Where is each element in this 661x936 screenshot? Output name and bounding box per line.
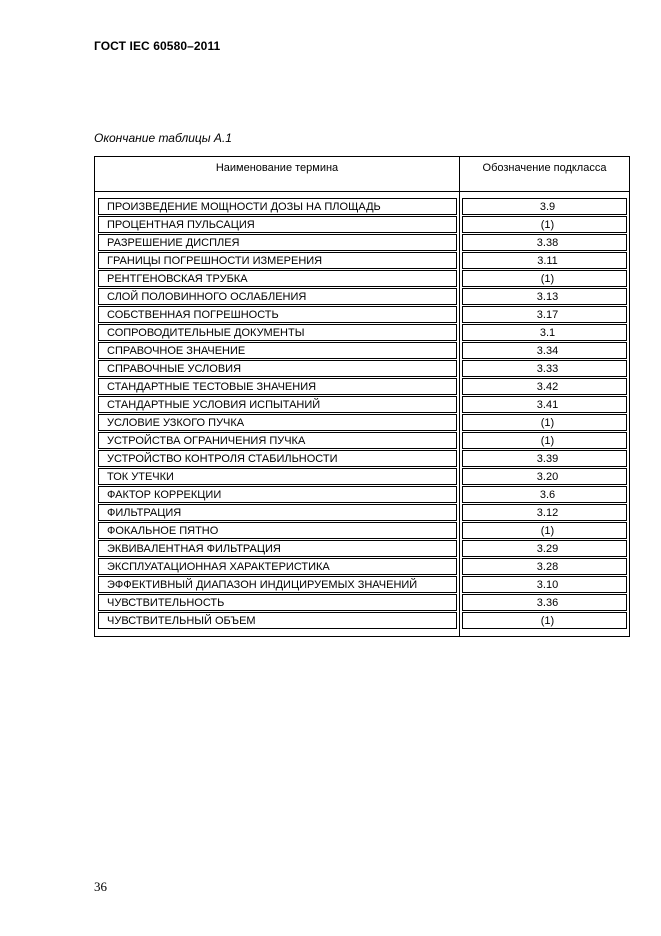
table-row — [95, 558, 630, 576]
subclass-code: (1) — [462, 612, 627, 629]
term-cell — [95, 468, 460, 486]
term-name: РЕНТГЕНОВСКАЯ ТРУБКА — [98, 270, 457, 287]
subclass-code: 3.42 — [462, 378, 627, 395]
table-row — [95, 360, 630, 378]
subclass-code: 3.33 — [462, 360, 627, 377]
term-name: ФОКАЛЬНОЕ ПЯТНО — [98, 522, 457, 539]
term-name: ЭКСПЛУАТАЦИОННАЯ ХАРАКТЕРИСТИКА — [98, 558, 457, 575]
term-cell — [95, 414, 460, 432]
term-cell — [95, 198, 460, 216]
table-row — [95, 252, 630, 270]
subclass-cell — [460, 252, 630, 270]
term-cell — [95, 252, 460, 270]
table-row — [95, 414, 630, 432]
table-row — [95, 540, 630, 558]
term-name: ЭКВИВАЛЕНТНАЯ ФИЛЬТРАЦИЯ — [98, 540, 457, 557]
subclass-code: 3.13 — [462, 288, 627, 305]
table-spacer-row — [95, 630, 630, 637]
subclass-code: (1) — [462, 270, 627, 287]
term-name: ТОК УТЕЧКИ — [98, 468, 457, 485]
term-cell — [95, 504, 460, 522]
table-body — [95, 192, 630, 637]
subclass-code: 3.10 — [462, 576, 627, 593]
subclass-cell — [460, 432, 630, 450]
subclass-code: 3.38 — [462, 234, 627, 251]
subclass-cell — [460, 558, 630, 576]
term-cell — [95, 378, 460, 396]
term-name: СПРАВОЧНЫЕ УСЛОВИЯ — [98, 360, 457, 377]
subclass-cell — [460, 378, 630, 396]
table-row — [95, 486, 630, 504]
subclass-cell — [460, 576, 630, 594]
term-name: СОПРОВОДИТЕЛЬНЫЕ ДОКУМЕНТЫ — [98, 324, 457, 341]
table-row — [95, 612, 630, 630]
term-name: ЭФФЕКТИВНЫЙ ДИАПАЗОН ИНДИЦИРУЕМЫХ ЗНАЧЕНИЙ — [98, 576, 457, 593]
term-cell — [95, 486, 460, 504]
subclass-cell — [460, 288, 630, 306]
subclass-code: 3.29 — [462, 540, 627, 557]
term-cell — [95, 558, 460, 576]
term-cell — [95, 360, 460, 378]
table-header-row — [95, 157, 630, 192]
subclass-cell — [460, 540, 630, 558]
term-cell — [95, 522, 460, 540]
table-row — [95, 324, 630, 342]
table-row — [95, 270, 630, 288]
term-cell — [95, 450, 460, 468]
subclass-cell — [460, 324, 630, 342]
table-row — [95, 198, 630, 216]
subclass-code: 3.39 — [462, 450, 627, 467]
term-name: ЧУВСТВИТЕЛЬНОСТЬ — [98, 594, 457, 611]
subclass-code: 3.1 — [462, 324, 627, 341]
subclass-cell — [460, 594, 630, 612]
subclass-code: 3.12 — [462, 504, 627, 521]
table-row — [95, 234, 630, 252]
term-name: СЛОЙ ПОЛОВИННОГО ОСЛАБЛЕНИЯ — [98, 288, 457, 305]
column-header-subclass: Обозначение подкласса — [460, 157, 630, 192]
term-name: ПРОЦЕНТНАЯ ПУЛЬСАЦИЯ — [98, 216, 457, 233]
table-row — [95, 594, 630, 612]
table-row — [95, 450, 630, 468]
subclass-cell — [460, 234, 630, 252]
subclass-cell — [460, 306, 630, 324]
table-row — [95, 216, 630, 234]
subclass-code: 3.6 — [462, 486, 627, 503]
subclass-code: 3.17 — [462, 306, 627, 323]
subclass-cell — [460, 396, 630, 414]
term-name: ЧУВСТВИТЕЛЬНЫЙ ОБЪЕМ — [98, 612, 457, 629]
term-name: РАЗРЕШЕНИЕ ДИСПЛЕЯ — [98, 234, 457, 251]
term-name: ФАКТОР КОРРЕКЦИИ — [98, 486, 457, 503]
term-cell — [95, 612, 460, 630]
document-standard-code: ГОСТ IEC 60580–2011 — [94, 39, 221, 53]
page-number: 36 — [94, 879, 107, 894]
subclass-cell — [460, 198, 630, 216]
term-name: СТАНДАРТНЫЕ ТЕСТОВЫЕ ЗНАЧЕНИЯ — [98, 378, 457, 395]
subclass-code: 3.9 — [462, 198, 627, 215]
terms-table — [94, 156, 630, 637]
table-row — [95, 396, 630, 414]
term-name: СПРАВОЧНОЕ ЗНАЧЕНИЕ — [98, 342, 457, 359]
subclass-cell — [460, 342, 630, 360]
subclass-cell — [460, 270, 630, 288]
subclass-cell — [460, 360, 630, 378]
column-header-term: Наименование термина — [95, 157, 460, 192]
table-row — [95, 378, 630, 396]
subclass-cell — [460, 486, 630, 504]
subclass-code: (1) — [462, 216, 627, 233]
table-row — [95, 468, 630, 486]
subclass-code: 3.41 — [462, 396, 627, 413]
subclass-code: 3.20 — [462, 468, 627, 485]
term-cell — [95, 324, 460, 342]
term-cell — [95, 288, 460, 306]
subclass-code: 3.34 — [462, 342, 627, 359]
term-cell — [95, 540, 460, 558]
term-cell — [95, 270, 460, 288]
term-name: ПРОИЗВЕДЕНИЕ МОЩНОСТИ ДОЗЫ НА ПЛОЩАДЬ — [98, 198, 457, 215]
table-row — [95, 306, 630, 324]
subclass-cell — [460, 504, 630, 522]
term-name: ГРАНИЦЫ ПОГРЕШНОСТИ ИЗМЕРЕНИЯ — [98, 252, 457, 269]
subclass-cell — [460, 414, 630, 432]
subclass-code: 3.11 — [462, 252, 627, 269]
subclass-cell — [460, 522, 630, 540]
subclass-code: 3.36 — [462, 594, 627, 611]
table-caption: Окончание таблицы А.1 — [94, 131, 232, 145]
term-name: УСТРОЙСТВА ОГРАНИЧЕНИЯ ПУЧКА — [98, 432, 457, 449]
term-cell — [95, 342, 460, 360]
term-cell — [95, 576, 460, 594]
term-cell — [95, 306, 460, 324]
term-name: ФИЛЬТРАЦИЯ — [98, 504, 457, 521]
subclass-cell — [460, 450, 630, 468]
term-cell — [95, 234, 460, 252]
term-name: УСЛОВИЕ УЗКОГО ПУЧКА — [98, 414, 457, 431]
table-row — [95, 504, 630, 522]
term-cell — [95, 216, 460, 234]
term-cell — [95, 594, 460, 612]
table-row — [95, 522, 630, 540]
subclass-code: (1) — [462, 432, 627, 449]
subclass-cell — [460, 612, 630, 630]
subclass-cell — [460, 468, 630, 486]
term-name: СТАНДАРТНЫЕ УСЛОВИЯ ИСПЫТАНИЙ — [98, 396, 457, 413]
term-cell — [95, 432, 460, 450]
subclass-cell — [460, 216, 630, 234]
subclass-code: (1) — [462, 414, 627, 431]
subclass-code: (1) — [462, 522, 627, 539]
table-row — [95, 288, 630, 306]
table-row — [95, 576, 630, 594]
table-row — [95, 432, 630, 450]
term-cell — [95, 396, 460, 414]
term-name: УСТРОЙСТВО КОНТРОЛЯ СТАБИЛЬНОСТИ — [98, 450, 457, 467]
term-name: СОБСТВЕННАЯ ПОГРЕШНОСТЬ — [98, 306, 457, 323]
table-row — [95, 342, 630, 360]
subclass-code: 3.28 — [462, 558, 627, 575]
